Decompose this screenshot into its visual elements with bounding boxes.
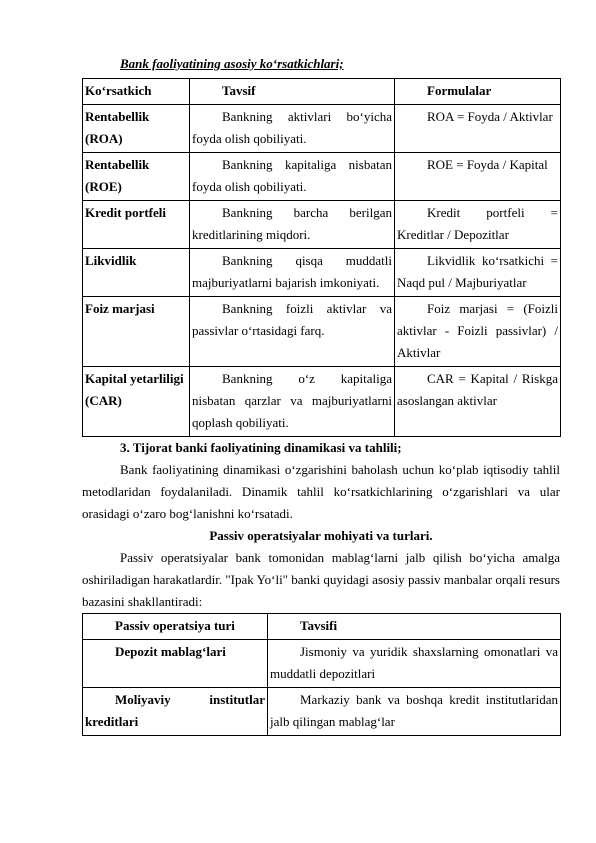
indicator-cell: Rentabellik (ROA) [83,105,190,153]
description-cell: Bankning foizli aktivlar va passivlar o‘rtasidagi farq. [190,297,395,367]
header-cell: Ko‘rsatkich [83,79,190,105]
header-cell: Passiv operatsiya turi [83,614,268,640]
table-row [83,688,561,736]
indicators-table [82,78,561,437]
formula-cell: ROA = Foyda / Aktivlar [395,105,561,153]
table-row [83,640,561,688]
passive-paragraph: Passiv operatsiyalar bank tomonidan mablag‘larni jalb qilish bo‘yicha amalga oshiriladigan harakatlardir. "Ipak Yo‘li" banki quyidagi asosiy passiv manbalar orqali resurs bazasini shakllantiradi: [82,550,560,609]
header-cell: Tavsifi [268,614,561,640]
description-cell: Bankning o‘z kapitaliga nisbatan qarzlar va majburiyatlarni qoplash qobiliyati. [190,367,395,437]
table-row [83,105,561,153]
indicator-cell: Kapital yetarliligi (CAR) [83,367,190,437]
passive-operations-table [82,613,561,736]
table-header-row [83,79,561,105]
header-cell: Tavsif [190,79,395,105]
header-cell: Formulalar [395,79,561,105]
indicator-cell: Foiz marjasi [83,297,190,367]
description-cell: Bankning qisqa muddatli majburiyatlarni bajarish imkoniyati. [190,249,395,297]
table1-caption: Bank faoliyatining asosiy ko‘rsatkichlari; [120,56,344,71]
section-paragraph: Bank faoliyatining dinamikasi o‘zgarishini baholash uchun ko‘plab iqtisodiy tahlil metodlaridan foydalaniladi. Dinamik tahlil ko‘rsatkichlarining o‘zgarishlari va ular orasidagi o‘zaro bog‘lanishni ko‘rsatadi. [82,462,560,521]
operation-type-cell: Moliyaviy institutlar kreditlari [83,688,268,736]
table-row [83,297,561,367]
operation-description-cell: Jismoniy va yuridik shaxslarning omonatlari va muddatli depozitlari [268,640,561,688]
table-row [83,367,561,437]
description-cell: Bankning barcha berilgan kreditlarining miqdori. [190,201,395,249]
section-heading: 3. Tijorat banki faoliyatining dinamikasi va tahlili; [120,440,402,455]
table-row [83,201,561,249]
formula-cell: ROE = Foyda / Kapital [395,153,561,201]
formula-cell: Kredit portfeli = Kreditlar / Depozitlar [395,201,561,249]
operation-description-cell: Markaziy bank va boshqa kredit institutlaridan jalb qilingan mablag‘lar [268,688,561,736]
table-row [83,153,561,201]
formula-cell: CAR = Kapital / Riskga asoslangan aktivlar [395,367,561,437]
operation-type-cell: Depozit mablag‘lari [83,640,268,688]
description-cell: Bankning kapitaliga nisbatan foyda olish qobiliyati. [190,153,395,201]
passive-heading: Passiv operatsiyalar mohiyati va turlari. [209,528,433,543]
indicator-cell: Rentabellik (ROE) [83,153,190,201]
table-row [83,249,561,297]
document-page [82,54,560,736]
table-header-row [83,614,561,640]
formula-cell: Likvidlik ko‘rsatkichi = Naqd pul / Majburiyatlar [395,249,561,297]
description-cell: Bankning aktivlari bo‘yicha foyda olish qobiliyati. [190,105,395,153]
formula-cell: Foiz marjasi = (Foizli aktivlar - Foizli passivlar) / Aktivlar [395,297,561,367]
indicator-cell: Kredit portfeli [83,201,190,249]
indicator-cell: Likvidlik [83,249,190,297]
